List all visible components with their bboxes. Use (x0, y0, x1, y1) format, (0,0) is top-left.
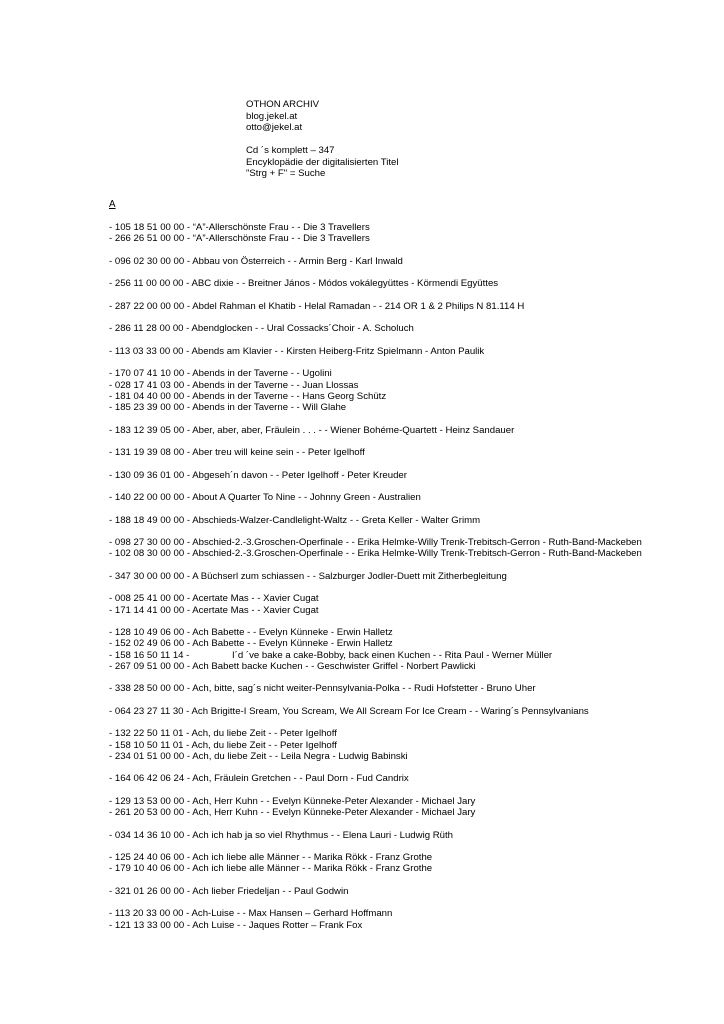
list-item: - 098 27 30 00 00 - Abschied-2.-3.Groschen-Operfinale - - Erika Helmke-Willy Trenk-Trebitsch-Gerron - Ruth-Band-Mackeben (109, 537, 642, 548)
list-item: - 188 18 49 00 00 - Abschieds-Walzer-Candlelight-Waltz - - Greta Keller - Walter Grimm (109, 514, 481, 526)
list-item: - 008 25 41 00 00 - Acertate Mas - - Xavier Cugat (109, 593, 319, 605)
entry-list (109, 222, 642, 942)
section-letter: A (109, 199, 116, 210)
entry-group (109, 368, 642, 413)
entry-group (109, 537, 642, 560)
entry-group (109, 323, 642, 334)
list-item: - 267 09 51 00 00 - Ach Babett backe Kuchen - - Geschwister Griffel - Norbert Pawlicki (109, 660, 476, 672)
document-header (246, 99, 399, 180)
entry-group (109, 593, 642, 616)
list-item: - 132 22 50 11 01 - Ach, du liebe Zeit - - Peter Igelhoff (109, 728, 337, 740)
entry-group (109, 773, 642, 784)
list-item: - 102 08 30 00 00 - Abschied-2.-3.Groschen-Operfinale - - Erika Helmke-Willy Trenk-Trebitsch-Gerron - Ruth-Band-Mackeben (109, 548, 642, 560)
list-item: - 096 02 30 00 00 - Abbau von Österreich - - Armin Berg - Karl Inwald (109, 255, 403, 267)
entry-group (109, 830, 642, 841)
list-item: - 064 23 27 11 30 - Ach Brigitte-I Sream, You Scream, We All Scream For Ice Cream - - Waring´s Pennsylvanians (109, 705, 589, 717)
list-item: - 164 06 42 06 24 - Ach, Fräulein Gretchen - - Paul Dorn - Fud Candrix (109, 773, 409, 785)
list-item: - 170 07 41 10 00 - Abends in der Taverne - - Ugolini (109, 368, 332, 380)
list-item: - 185 23 39 00 00 - Abends in der Taverne - - Will Glahe (109, 402, 347, 413)
entry-group (109, 346, 642, 357)
list-item: - 347 30 00 00 00 - A Büchserl zum schiassen - - Salzburger Jodler-Duett mit Zitherbegleitung (109, 570, 507, 582)
entry-group (109, 515, 642, 526)
list-item: - 105 18 51 00 00 - “A”-Allerschönste Frau - - Die 3 Travellers (109, 222, 370, 233)
entry-group (109, 470, 642, 481)
list-item: - 338 28 50 00 00 - Ach, bitte, sag´s nicht weiter-Pennsylvania-Polka - - Rudi Hofstetter - Bruno Uher (109, 683, 536, 695)
list-item: - 125 24 40 06 00 - Ach ich liebe alle Männer - - Marika Rökk - Franz Grothe (109, 852, 433, 863)
list-item: - 129 13 53 00 00 - Ach, Herr Kuhn - - Evelyn Künneke-Peter Alexander - Michael Jary (109, 795, 476, 807)
blog-link[interactable]: blog.jekel.at (246, 110, 298, 122)
list-item: - 181 04 40 00 00 - Abends in der Taverne - - Hans Georg Schütz (109, 390, 387, 402)
list-item: - 183 12 39 05 00 - Aber, aber, aber, Fräulein . . . - - Wiener Bohéme-Quartett - Heinz Sandauer (109, 424, 515, 436)
list-item: - 286 11 28 00 00 - Abendglocken - - Ural Cossacks´Choir - A. Scholuch (109, 323, 414, 335)
list-item: - 158 16 50 11 14 - I´d ´ve bake a cake-Bobby, back einen Kuchen - - Rita Paul - Werner Müller (109, 649, 553, 661)
entry-group (109, 728, 642, 762)
list-item: - 234 01 51 00 00 - Ach, du liebe Zeit - - Leila Negra - Ludwig Babinski (109, 750, 408, 762)
list-item: - 113 20 33 00 00 - Ach-Luise - - Max Hansen – Gerhard Hoffmann (109, 908, 393, 920)
entry-group (109, 425, 642, 436)
list-item: - 034 14 36 10 00 - Ach ich hab ja so viel Rhythmus - - Elena Lauri - Ludwig Rüth (109, 829, 453, 841)
entry-group (109, 256, 642, 267)
entry-group (109, 796, 642, 819)
entry-group (109, 683, 642, 694)
entry-group (109, 627, 642, 672)
list-item: - 131 19 39 08 00 - Aber treu will keine sein - - Peter Igelhoff (109, 447, 365, 458)
entry-group (109, 852, 642, 875)
list-item: - 140 22 00 00 00 - About A Quarter To Nine - - Johnny Green - Australien (109, 492, 421, 503)
list-item: - 256 11 00 00 00 - ABC dixie - - Breitner János - Módos vokálegyüttes - Körmendi Együttes (109, 278, 499, 290)
entry-group (109, 447, 642, 458)
search-hint: "Strg + F" = Suche (246, 168, 326, 180)
email-link[interactable]: otto@jekel.at (246, 122, 303, 134)
entry-group (109, 706, 642, 717)
entry-group (109, 301, 642, 312)
list-item: - 113 03 33 00 00 - Abends am Klavier - - Kirsten Heiberg-Fritz Spielmann - Anton Paulik (109, 345, 485, 357)
list-item: - 287 22 00 00 00 - Abdel Rahman el Khatib - Helal Ramadan - - 214 OR 1 & 2 Philips N 81.114 H (109, 300, 525, 312)
list-item: - 152 02 49 06 00 - Ach Babette - - Evelyn Künneke - Erwin Halletz (109, 638, 393, 650)
list-item: - 158 10 50 11 01 - Ach, du liebe Zeit - - Peter Igelhoff (109, 739, 337, 751)
entry-group (109, 908, 642, 931)
entry-group (109, 492, 642, 503)
list-item: - 179 10 40 06 00 - Ach ich liebe alle Männer - - Marika Rökk - Franz Grothe (109, 863, 433, 875)
list-item: - 128 10 49 06 00 - Ach Babette - - Evelyn Künneke - Erwin Halletz (109, 627, 393, 638)
archive-title: OTHON ARCHIV (246, 99, 320, 110)
list-item: - 171 14 41 00 00 - Acertate Mas - - Xavier Cugat (109, 604, 319, 616)
entry-group (109, 278, 642, 289)
list-item: - 261 20 53 00 00 - Ach, Herr Kuhn - - Evelyn Künneke-Peter Alexander - Michael Jary (109, 807, 476, 818)
list-item: - 266 26 51 00 00 - “A”-Allerschönste Frau - - Die 3 Travellers (109, 233, 370, 245)
list-item: - 321 01 26 00 00 - Ach lieber Friedeljan - - Paul Godwin (109, 885, 349, 897)
cd-count-line: Cd ´s komplett – 347 (246, 144, 335, 156)
entry-group (109, 571, 642, 582)
entry-group (109, 886, 642, 897)
list-item: - 130 09 36 01 00 - Abgeseh´n davon - - Peter Igelhoff - Peter Kreuder (109, 469, 407, 481)
list-item: - 121 13 33 00 00 - Ach Luise - - Jaques Rotter – Frank Fox (109, 919, 363, 931)
entry-group (109, 222, 642, 245)
list-item: - 028 17 41 03 00 - Abends in der Taverne - - Juan Llossas (109, 379, 359, 391)
encyclopedia-line: Encyklopädie der digitalisierten Titel (246, 156, 399, 168)
